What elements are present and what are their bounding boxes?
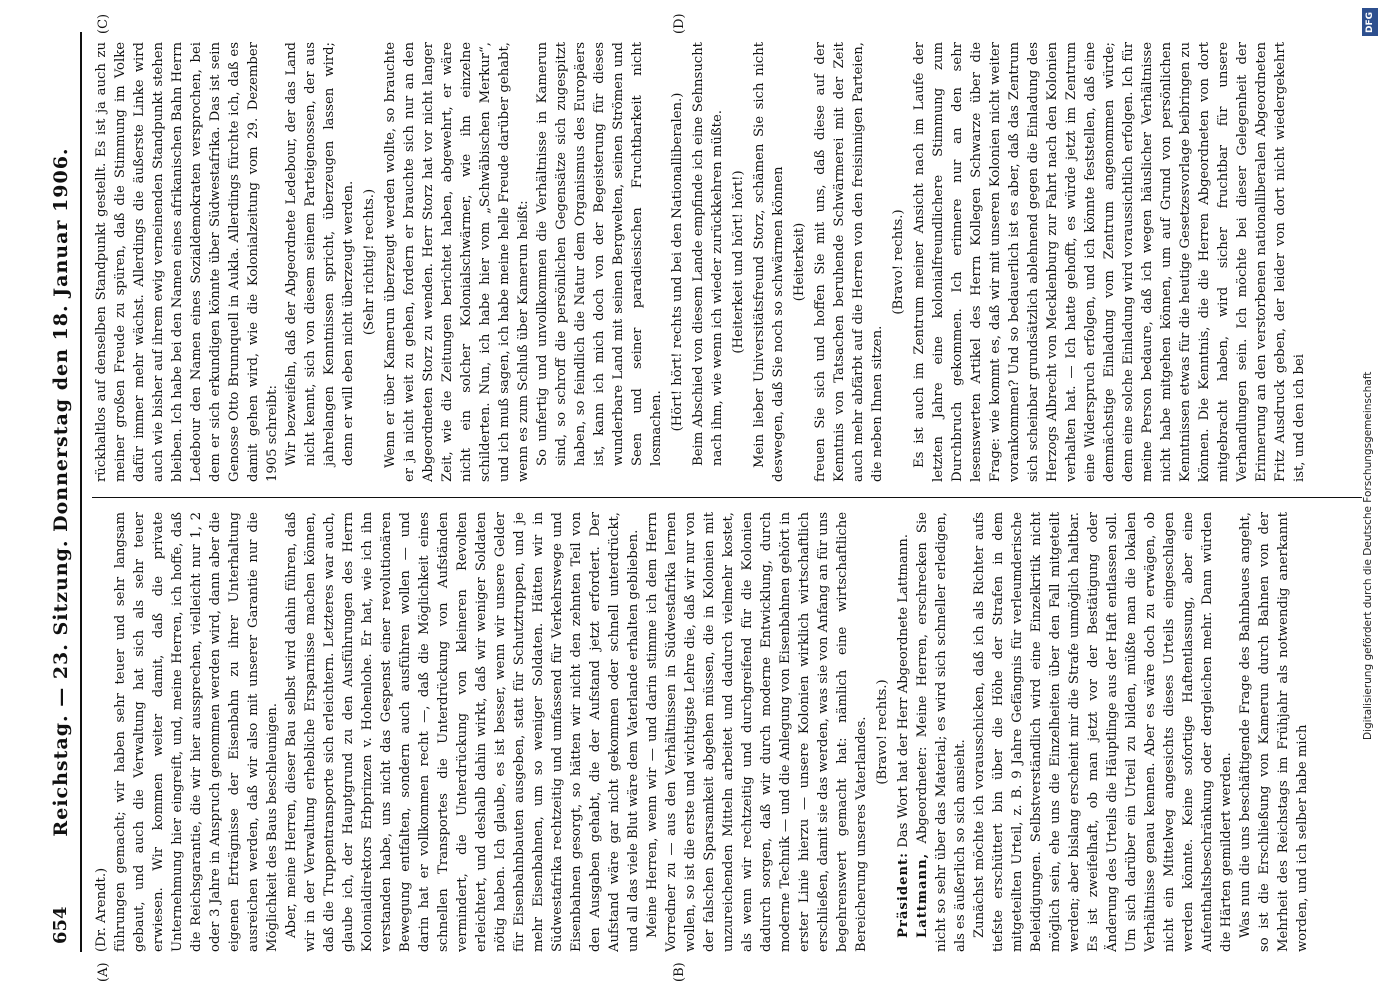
paragraph: Aber, meine Herren, dieser Bau selbst wird dahin führen, daß wir in der Verwaltung erhebliche Ersparnisse machen können, daß die Truppentransporte sich erleichtern. Letzteres war auch, glaube ich, der Hauptgrund zu den Ausführungen des Herrn Kolonialdirektors Erbprinzen v. Hohenlohe. Er hat, wie ich ihn verstanden habe, uns nicht das Gespenst einer revolutionären Bewegung entfalten, sondern auch ausführen wollen — und darin hat er vollkommen recht —, daß die Möglichkeit eines schnellen Transportes die Unterdrückung von Aufständen vermindert, die Unterdrückung von kleineren Revolten erleichtert, und deshalb dahin wirkt, daß wir weniger Soldaten nötig haben. Ich glaube, es ist besser, wenn wir unsere Gelder für Eisenbahnbauten ausgeben, statt für Schutztruppen, und je mehr Eisenbahnen, um so weniger Soldaten. Hätten wir in Südwestafrika rechtzeitig und umfassend für Verkehrswege und Eisenbahnen gesorgt, so hätten wir nicht den zehnten Teil von den Ausgaben gehabt, die der Aufstand jetzt erfordert. Der Aufstand wäre gar nicht gekommen oder schnell unterdrückt, und all das viele Blut wäre dem Vaterlande erhalten geblieben. bbox=[284, 512, 641, 952]
left-column bbox=[92, 512, 1362, 952]
header-rule bbox=[80, 32, 82, 952]
paragraph: Was nun die uns beschäftigende Frage des Bahnbaues angeht, so ist die Erschließung von Kamerun durch Bahnen von der Mehrheit des Reichstags im Frühjahr als notwendig anerkannt worden, und ich selber habe mich bbox=[1238, 512, 1310, 952]
margin-marker-c: (C) bbox=[96, 13, 111, 34]
margin-marker-b: (B) bbox=[672, 962, 687, 982]
paragraph: Meine Herren, wenn wir — und darin stimme ich dem Herrn Vorredner zu — aus den Verhältnissen in Südwestafrika lernen wollen, so ist die erste und wichtigste Lehre die, daß wir nur von der falschen Sparsamkeit abgehen müssen, die in Kolonien mit unzureichenden Mitteln arbeitet und dadurch vielmehr kostet, als wenn wir rechtzeitig und durchgreifend für die Kolonien dadurch sorgen, daß wir durch moderne Entwicklung, durch moderne Technik — und die Anlegung von Eisenbahnen gehört in erster Linie hierzu — unsere Kolonien wirklich wirtschaftlich erschließen, damit sie das werden, was sie von Anfang an für uns begehrenswert gemacht hat: nämlich eine wirtschaftliche Bereicherung unseres Vaterlandes. bbox=[645, 512, 869, 952]
running-speaker: (Dr. Arendt.) bbox=[94, 867, 109, 952]
interjection: (Heiterkeit) bbox=[792, 222, 807, 302]
document-page bbox=[40, 13, 1370, 982]
page-title: Reichstag. — 23. Sitzung. Donnerstag den 18. Januar 1906. bbox=[50, 147, 72, 837]
paragraph: Wenn er über Kamerun überzeugt werden wollte, so brauchte er ja nicht weit zu gehen, fordern er brauchte sich nur an den Abgeordneten Storz zu wenden. Herr Storz hat vor nicht langer Zeit, wie die Zeitungen berichtet haben, abgewehrt, er wäre nicht ein solcher Kolonialschwärmer, wie ihn einzelne schilderten. Nun, ich habe hier vom „Schwäbischen Merkur“, und ich muß sagen, ich habe meine helle Freude darüber gehabt, wenn es zum Schluß über Kamerun heißt: bbox=[383, 42, 531, 482]
dfg-logo-badge: DFG bbox=[1362, 8, 1378, 36]
margin-marker-a: (A) bbox=[96, 962, 111, 982]
quotation: Wir bezweifeln, daß der Abgeordnete Ledebour, der das Land nicht kennt, sich von diesem seinem Parteigenossen, der aus jahrelangen Kenntnissen spricht, überzeugen lassen wird; denn er will eben nicht überzeugt werden. bbox=[284, 42, 356, 466]
column-divider bbox=[92, 497, 1362, 498]
interjection: (Heiterkeit und hört! hört!) bbox=[731, 170, 746, 354]
margin-marker-d: (D) bbox=[672, 13, 687, 34]
quotation: So unfertig und unvollkommen die Verhältnisse in Kamerun sind, so schroff die persönlichen Gegensätze sich zugespitzt haben, so feindlich die Natur dem Organismus des Europäers ist, kann ich mich doch von der Begeisterung für dieses wunderbare Land mit seinen Bergwelten, seinen Strömen und Seen und seiner paradiesischen Fruchtbarkeit nicht losmachen. bbox=[535, 42, 664, 466]
interjection: (Sehr richtig! rechts.) bbox=[362, 188, 377, 336]
paragraph: Abgeordneter: Meine Herren, erschrecken Sie nicht so sehr über das Material; es wird sich schneller erledigen, als es äußerlich so sich ansieht. bbox=[915, 512, 968, 952]
paragraph: freuen Sie sich und hoffen Sie mit uns, daß diese auf der Kenntnis von Tatsachen beruhende Schwärmerei mit der Zeit auch mehr abfärbt auf die Herren von den freisinnigen Parteien, die neben Ihnen sitzen. bbox=[813, 42, 885, 482]
speaker-label: Präsident: bbox=[896, 851, 911, 938]
interjection: (Bravo! rechts.) bbox=[891, 209, 906, 315]
paragraph: Das Wort hat der Herr Abgeordnete Lattmann. bbox=[896, 534, 911, 848]
running-header bbox=[40, 32, 86, 952]
page-number: 654 bbox=[50, 906, 71, 944]
quotation: Beim Abschied von diesem Lande empfinde ich eine Sehnsucht nach ihm, wie wenn ich wieder zurückkehren müßte. bbox=[691, 42, 725, 466]
paragraph: führungen gemacht; wir haben sehr teuer und sehr langsam gebaut, und auch die Verwaltung hat sich als sehr teuer erwiesen. Wir kommen weiter damit, daß die private Unternehmung hier eingreift, und, meine Herren, ich hoffe, daß die Reichsgarantie, die wir hier aussprechen, vielleicht nur 1, 2 oder 3 Jahre in Anspruch genommen werden wird, dann aber die eigenen Erträgnisse der Eisenbahn zu ihrer Unterhaltung ausreichen werden, daß wir also mit unserer Garantie nur die Möglichkeit des Baus beschleunigen. bbox=[113, 512, 280, 952]
right-column bbox=[92, 42, 1362, 482]
speaker-label: Lattmann, bbox=[915, 852, 930, 938]
paragraph: Zunächst möchte ich vorausschicken, daß ich als Richter aufs tiefste erschüttert bin über die Höhe der Strafen in dem mitgeteilten Urteil, z. B. 9 Jahre Gefängnis für verleumderische Beleidigungen. Selbstverständlich wird eine Einzelkritik nicht möglich sein, ehe uns die Einzelheiten über den Fall mitgeteilt werden; aber bislang erscheint mir die Strafe unmöglich haltbar. Es ist zweifelhaft, ob man jetzt vor der Bestätigung oder Änderung des Urteils die Häuptlinge aus der Haft entlassen soll. Um sich darüber ein Urteil zu bilden, müßte man die lokalen Verhältnisse genau kennen. Aber es wäre doch zu erwägen, ob nicht ein Mittelweg angesichts dieses Urteils eingeschlagen werden könnte. Keine sofortige Haftentlassung, aber eine Aufenthaltsbeschränkung oder dergleichen mehr. Dann würden die Härten gemildert werden. bbox=[972, 512, 1234, 952]
interjection: (Bravo! rechts.) bbox=[875, 679, 890, 785]
paragraph: Es ist auch im Zentrum meiner Ansicht nach im Laufe der letzten Jahre eine kolonialfreundlichere Stimmung zum Durchbruch gekommen. Ich erinnere nur an den sehr lesenswerten Artikel des Herrn Kollegen Schwarze über die Frage: wie kommt es, daß wir mit unseren Kolonien nicht weiter vorankommen? Und so bedauerlich ist es aber, daß das Zentrum sich scheinbar grundsätzlich ablehnend gegen die Einladung des Herzogs Albrecht von Mecklenburg zur Fahrt nach den Kolonien verhalten hat. — Ich hatte gehofft, es würde jetzt im Zentrum eine Widerspruch erfolgen, und ich könnte feststellen, daß eine demnächstige Einladung vom Zentrum angenommen würde; denn eine solche Einladung wird voraussichtlich erfolgen. Ich für meine Person bedaure, daß ich wegen häuslicher Verhältnisse nicht habe mitgehen können, um auf Grund von persönlichen Kenntnissen etwas für die heutige Gesetzesvorlage beibringen zu können. Die Kenntnis, die die Herren Abgeordneten von dort mitgebracht haben, wird sicher fruchtbar für unsere Verhandlungen sein. Ich möchte bei dieser Gelegenheit der Erinnerung an den verstorbenen nationalliberalen Abgeordneten Fritz Ausdruck geben, der leider von dort nicht wiedergekehrt ist, und den ich bei bbox=[912, 42, 1307, 482]
interjection: (Hört! hört! rechts und bei den Nationalliberalen.) bbox=[670, 92, 685, 432]
digitization-note: Digitalisierung gefördert durch die Deutsche Forschungsgemeinschaft bbox=[1362, 371, 1374, 740]
paragraph: rückhaltlos auf denselben Standpunkt gestellt. Es ist ja auch zu meiner großen Freude zu spüren, daß die Stimmung im Volke dafür immer mehr wächst. Allerdings die äußerste Linke wird auch wie bisher auf ihrem ewig verneinenden Standpunkt stehen bleiben. Ich habe bei den Namen eines afrikanischen Bahn Herrn Ledebour den Namen eines Sozialdemokraten versprochen, bei dem er sich erkundigen könnte über Südwestafrika. Das ist sein Genosse Otto Brunnquell in Aukla. Allerdings fürchte ich, daß es damit gehen wird, wie die Kolonialzeitung vom 29. Dezember 1905 schreibt: bbox=[94, 42, 280, 482]
paragraph: Mein lieber Universitätsfreund Storz, schämen Sie sich nicht deswegen, daß Sie noch so schwärmen können bbox=[752, 42, 786, 482]
